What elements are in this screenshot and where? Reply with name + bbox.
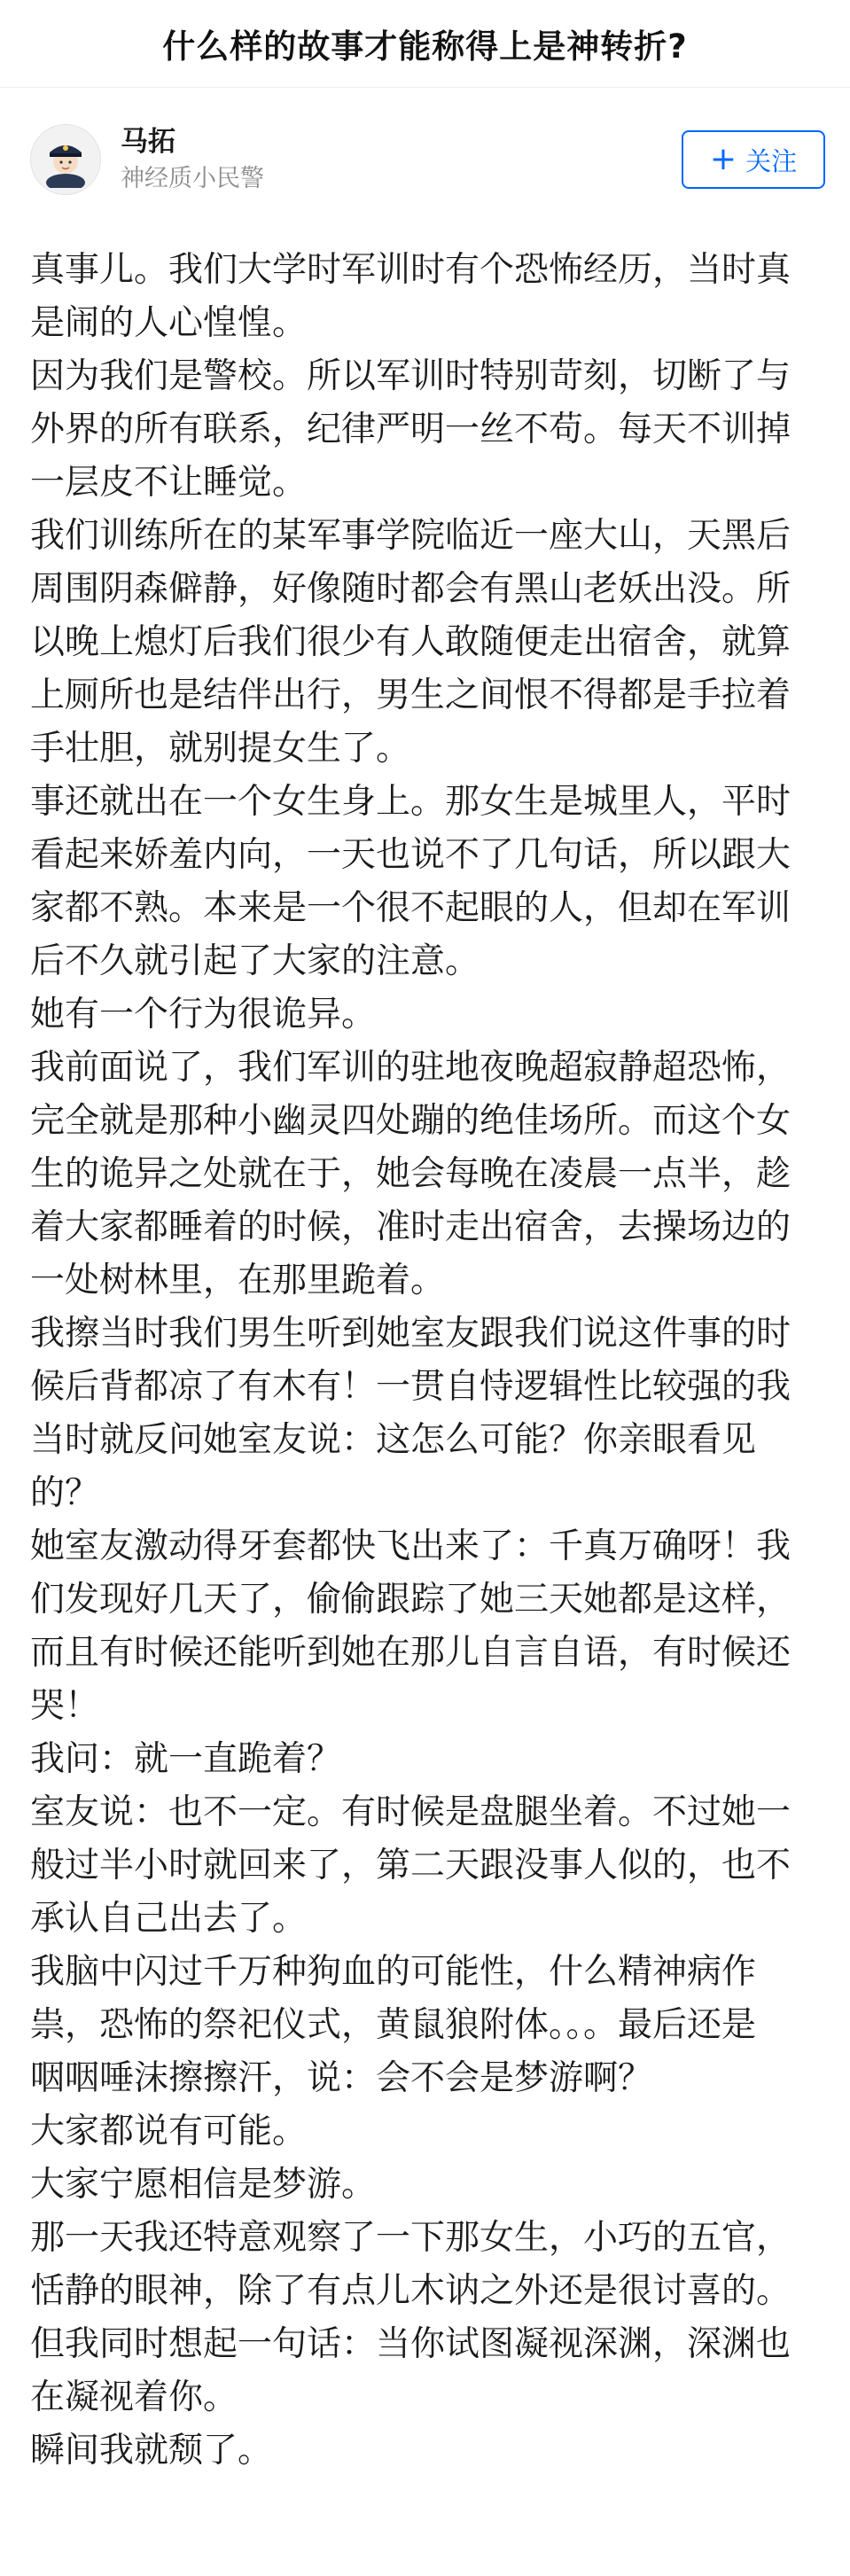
answer-line: 真事儿。我们大学时军训时有个恐怖经历，当时真 <box>30 250 792 290</box>
police-officer-avatar-graphic <box>37 131 94 188</box>
answer-line: 们发现好几天了，偷偷跟踪了她三天她都是这样， <box>30 1580 792 1620</box>
answer-line: 承认自己出去了。 <box>30 1899 308 1939</box>
answer-line: 上厕所也是结伴出行，男生之间恨不得都是手拉着 <box>30 675 792 715</box>
answer-line: 我擦当时我们男生听到她室友跟我们说这件事的时 <box>30 1314 792 1354</box>
answer-line: 手壮胆，就别提女生了。 <box>30 729 411 769</box>
answer-line: 我前面说了，我们军训的驻地夜晚超寂静超恐怖， <box>30 1048 792 1088</box>
answer-line: 大家宁愿相信是梦游。 <box>30 2165 377 2205</box>
answer-line: 我们训练所在的某军事学院临近一座大山，天黑后 <box>30 516 792 556</box>
answer-line: 我问：就一直跪着？ <box>30 1739 342 1779</box>
plus-icon: + <box>709 141 737 177</box>
question-header <box>0 0 850 88</box>
answer-line: 着大家都睡着的时候，准时走出宿舍，去操场边的 <box>30 1207 792 1247</box>
answer-line: 一层皮不让睡觉。 <box>30 463 308 503</box>
answer-line: 因为我们是警校。所以军训时特别苛刻，切断了与 <box>30 356 792 396</box>
answer-line: 的？ <box>30 1473 100 1513</box>
answer-line: 生的诡异之处就在于，她会每晚在凌晨一点半，趁 <box>30 1154 792 1194</box>
author-info <box>121 123 682 196</box>
answer-line: 那一天我还特意观察了一下那女生，小巧的五官， <box>30 2218 792 2258</box>
author-name[interactable]: 马拓 <box>121 126 175 158</box>
answer-line: 是闹的人心惶惶。 <box>30 303 308 343</box>
answer-line: 外界的所有联系，纪律严明一丝不苟。每天不训掉 <box>30 410 792 449</box>
answer-line: 以晚上熄灯后我们很少有人敢随便走出宿舍，就算 <box>30 622 792 662</box>
answer-line: 室友说：也不一定。有时候是盘腿坐着。不过她一 <box>30 1792 792 1832</box>
answer-line: 候后背都凉了有木有！一贯自恃逻辑性比较强的我 <box>30 1367 792 1407</box>
answer-line: 而且有时候还能听到她在那儿自言自语，有时候还 <box>30 1633 792 1673</box>
follow-button[interactable] <box>682 130 825 189</box>
answer-line: 家都不熟。本来是一个很不起眼的人，但却在军训 <box>30 888 792 928</box>
answer-line: 哭！ <box>30 1686 100 1726</box>
answer-line: 我脑中闪过千万种狗血的可能性，什么精神病作 <box>30 1952 757 1992</box>
answer-line: 咽咽唾沫擦擦汗，说：会不会是梦游啊？ <box>30 2058 653 2098</box>
answer-line: 看起来娇羞内向，一天也说不了几句话，所以跟大 <box>30 835 792 875</box>
answer-line: 她室友激动得牙套都快飞出来了：千真万确呀！我 <box>30 1526 792 1566</box>
answer-line: 但我同时想起一句话：当你试图凝视深渊，深渊也 <box>30 2324 792 2364</box>
answer-line: 当时就反问她室友说：这怎么可能？你亲眼看见 <box>30 1420 757 1460</box>
answer-line: 后不久就引起了大家的注意。 <box>30 941 480 981</box>
answer-line: 般过半小时就回来了，第二天跟没事人似的，也不 <box>30 1846 792 1885</box>
answer-line: 恬静的眼神，除了有点儿木讷之外还是很讨喜的。 <box>30 2271 792 2311</box>
author-bio: 神经质小民警 <box>121 165 264 192</box>
question-title[interactable]: 什么样的故事才能称得上是神转折? <box>162 27 688 66</box>
answer-line: 她有一个行为很诡异。 <box>30 995 377 1034</box>
answer-line: 瞬间我就颓了。 <box>30 2431 273 2471</box>
police-officer-avatar-icon[interactable] <box>30 124 101 195</box>
answer-body <box>0 244 850 2478</box>
answer-line: 周围阴森僻静，好像随时都会有黑山老妖出没。所 <box>30 569 792 609</box>
answer-line: 大家都说有可能。 <box>30 2112 308 2151</box>
author-bar <box>0 88 850 231</box>
answer-line: 祟，恐怖的祭祀仪式，黄鼠狼附体。。。最后还是 <box>30 2005 757 2045</box>
follow-label: 关注 <box>745 145 798 176</box>
answer-line: 在凝视着你。 <box>30 2377 238 2417</box>
answer-line: 事还就出在一个女生身上。那女生是城里人，平时 <box>30 782 792 822</box>
answer-line: 一处树林里，在那里跪着。 <box>30 1261 446 1300</box>
answer-line: 完全就是那种小幽灵四处蹦的绝佳场所。而这个女 <box>30 1101 792 1141</box>
